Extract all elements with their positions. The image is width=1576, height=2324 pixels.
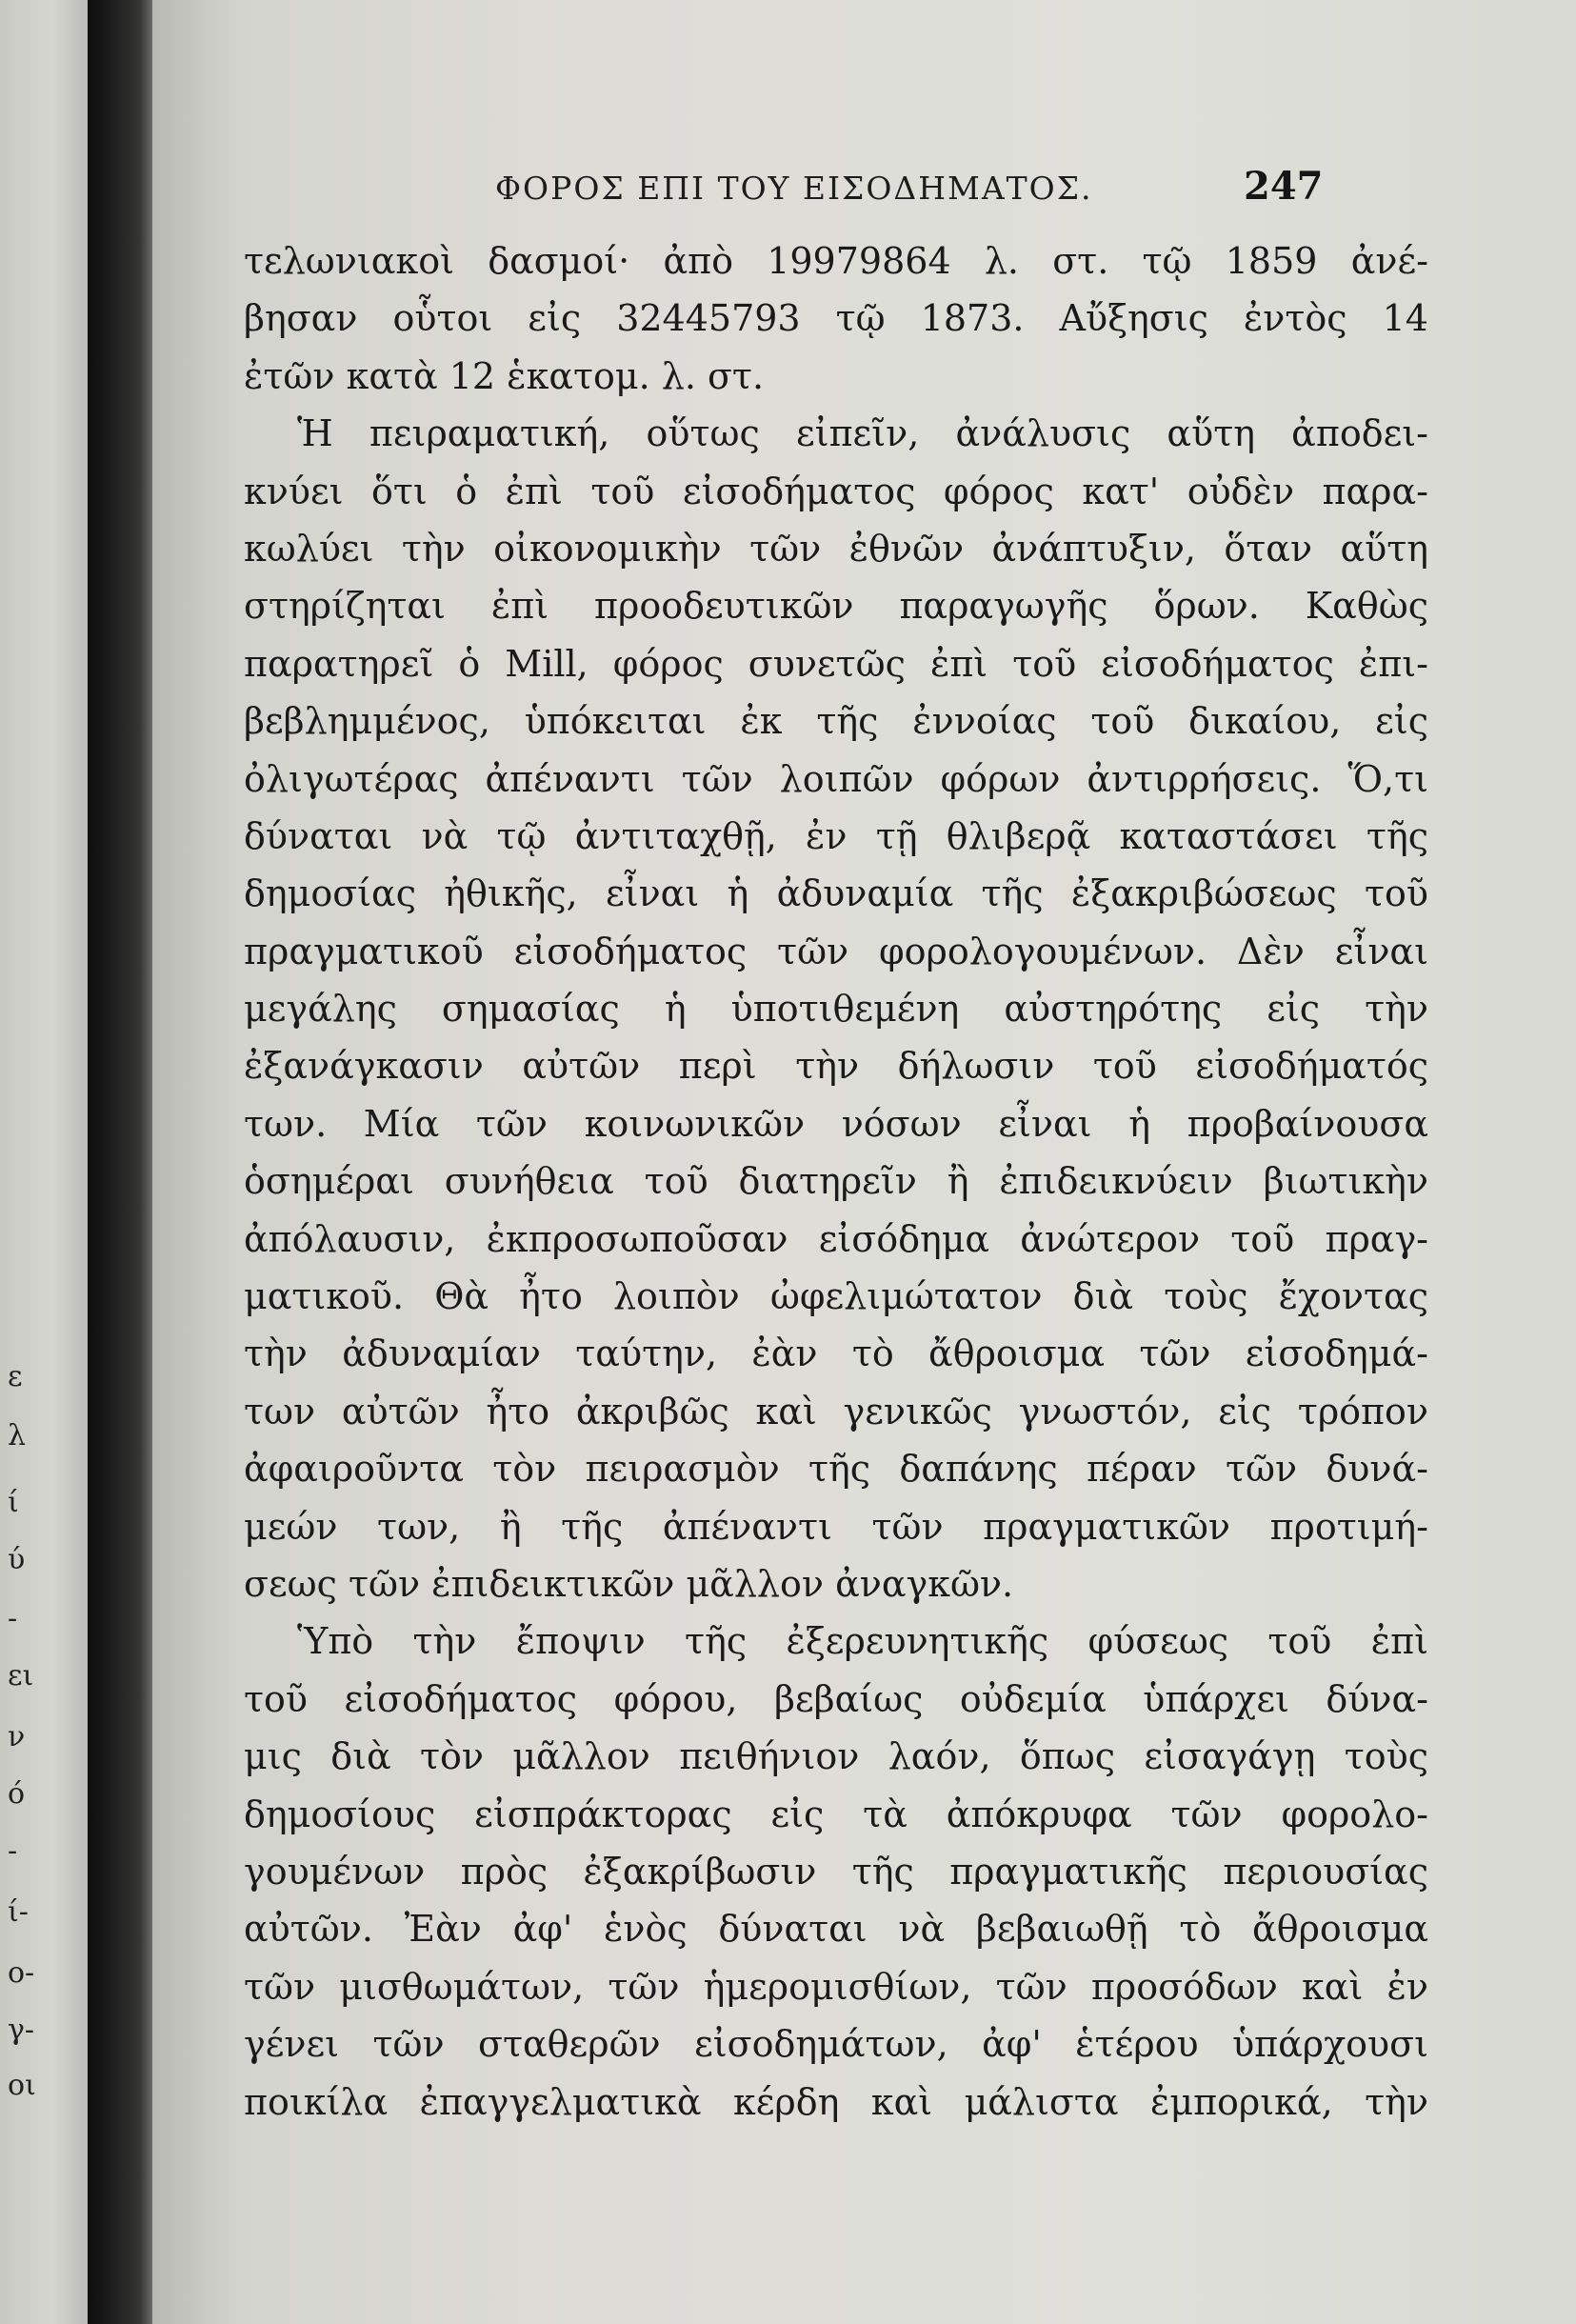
facing-fragment: ί- <box>8 1895 29 1929</box>
text-line: τῶν μισθωμάτων, τῶν ἡμερομισθίων, τῶν προσόδων καὶ ἐν <box>244 1965 1428 2008</box>
text-line: μεών των, ἢ τῆς ἀπέναντι τῶν πραγματικῶν προτιμή- <box>244 1505 1428 1548</box>
text-line: κωλύει τὴν οἰκονομικὴν τῶν ἐθνῶν ἀνάπτυξιν, ὅταν αὕτη <box>244 527 1428 570</box>
facing-fragment: ί <box>8 1486 19 1519</box>
text-line: δημοσίας ἠθικῆς, εἶναι ἡ ἀδυναμία τῆς ἐξακριβώσεως τοῦ <box>244 872 1428 915</box>
text-line: των αὐτῶν ἦτο ἀκριβῶς καὶ γενικῶς γνωστόν, εἰς τρόπον <box>244 1390 1428 1432</box>
facing-fragment: γ- <box>8 2013 35 2047</box>
text-line: Ἡ πειραματική, οὕτως εἰπεῖν, ἀνάλυσις αὕτη ἀποδει- <box>297 412 1428 455</box>
text-line: γένει τῶν σταθερῶν εἰσοδημάτων, ἀφ' ἑτέρου ὑπάρχουσι <box>244 2023 1428 2066</box>
text-line: αὐτῶν. Ἐὰν ἀφ' ἑνὸς δύναται νὰ βεβαιωθῇ τὸ ἄθροισμα <box>244 1908 1428 1951</box>
text-line: ἀφαιροῦντα τὸν πειρασμὸν τῆς δαπάνης πέραν τῶν δυνά- <box>244 1448 1428 1491</box>
text-line: στηρίζηται ἐπὶ προοδευτικῶν παραγωγῆς ὅρων. Καθὼς <box>244 585 1428 628</box>
text-line: ὁσημέραι συνήθεια τοῦ διατηρεῖν ἢ ἐπιδεικνύειν βιωτικὴν <box>244 1160 1428 1203</box>
text-line: ματικοῦ. Θὰ ἦτο λοιπὸν ὠφελιμώτατον διὰ τοὺς ἔχοντας <box>244 1275 1428 1318</box>
running-head <box>152 164 1576 227</box>
text-line: ἐτῶν κατὰ 12 ἑκατομ. λ. στ. <box>244 354 765 397</box>
facing-page-margin-text <box>0 0 88 2324</box>
text-line: πραγματικοῦ εἰσοδήματος τῶν φορολογουμένων. Δὲν εἶναι <box>244 930 1428 972</box>
book-page <box>152 0 1576 2324</box>
facing-fragment: - <box>8 1602 18 1635</box>
page-number: 247 <box>1244 164 1324 209</box>
facing-fragment: οι <box>8 2069 36 2102</box>
body-text <box>244 232 1428 2131</box>
text-line: γουμένων πρὸς ἐξακρίβωσιν τῆς πραγματικῆς περιουσίας <box>244 1850 1428 1893</box>
text-line: Ὑπὸ τὴν ἔποψιν τῆς ἐξερευνητικῆς φύσεως τοῦ ἐπὶ <box>297 1620 1428 1663</box>
text-line: τοῦ εἰσοδήματος φόρου, βεβαίως οὐδεμία ὑπάρχει δύνα- <box>244 1677 1428 1720</box>
facing-fragment: ν <box>8 1720 26 1753</box>
text-line: ἀπόλαυσιν, ἐκπροσωποῦσαν εἰσόδημα ἀνώτερον τοῦ πραγ- <box>244 1217 1428 1260</box>
running-title: ΦΟΡΟΣ ΕΠΙ ΤΟΥ ΕΙΣΟΔΗΜΑΤΟΣ. <box>495 170 1093 207</box>
text-line: βησαν οὗτοι εἰς 32445793 τῷ 1873. Αὔξησις ἐντὸς 14 <box>244 297 1428 340</box>
facing-fragment: ύ <box>8 1543 26 1576</box>
text-line: τελωνιακοὶ δασμοί· ἀπὸ 19979864 λ. στ. τῷ 1859 ἀνέ- <box>244 240 1428 282</box>
facing-fragment: ο- <box>8 1956 35 1990</box>
text-line: σεως τῶν ἐπιδεικτικῶν μᾶλλον ἀναγκῶν. <box>244 1562 1014 1605</box>
text-line: ποικίλα ἐπαγγελματικὰ κέρδη καὶ μάλιστα ἐμπορικά, τὴν <box>244 2080 1428 2123</box>
text-line: κνύει ὅτι ὁ ἐπὶ τοῦ εἰσοδήματος φόρος κατ' οὐδὲν παρα- <box>244 470 1428 512</box>
text-line: ἐξανάγκασιν αὐτῶν περὶ τὴν δήλωσιν τοῦ εἰσοδήματός <box>244 1045 1428 1088</box>
text-line: μις διὰ τὸν μᾶλλον πειθήνιον λαόν, ὅπως εἰσαγάγῃ τοὺς <box>244 1735 1428 1778</box>
text-line: παρατηρεῖ ὁ Mill, φόρος συνετῶς ἐπὶ τοῦ εἰσοδήματος ἐπι- <box>244 642 1428 685</box>
facing-page <box>0 0 88 2324</box>
facing-fragment: λ <box>8 1419 27 1452</box>
text-line: βεβλημμένος, ὑπόκειται ἐκ τῆς ἐννοίας τοῦ δικαίου, εἰς <box>244 700 1428 743</box>
text-line: δύναται νὰ τῷ ἀντιταχθῇ, ἐν τῇ θλιβερᾷ καταστάσει τῆς <box>244 814 1428 857</box>
text-line: μεγάλης σημασίας ἡ ὑποτιθεμένη αὐστηρότης εἰς τὴν <box>244 988 1428 1031</box>
facing-fragment: - <box>8 1834 18 1868</box>
facing-fragment: ει <box>8 1659 34 1693</box>
text-line: δημοσίους εἰσπράκτορας εἰς τὰ ἀπόκρυφα τῶν φορολο- <box>244 1793 1428 1835</box>
facing-fragment: ε <box>8 1360 23 1393</box>
text-line: ὀλιγωτέρας ἀπέναντι τῶν λοιπῶν φόρων ἀντιρρήσεις. Ὅ,τι <box>244 757 1428 800</box>
text-line: τὴν ἀδυναμίαν ταύτην, ἐὰν τὸ ἄθροισμα τῶν εἰσοδημά- <box>244 1332 1428 1375</box>
book-gutter <box>88 0 152 2324</box>
text-line: των. Μία τῶν κοινωνικῶν νόσων εἶναι ἡ προβαίνουσα <box>244 1102 1428 1145</box>
facing-fragment: ό <box>8 1777 26 1811</box>
